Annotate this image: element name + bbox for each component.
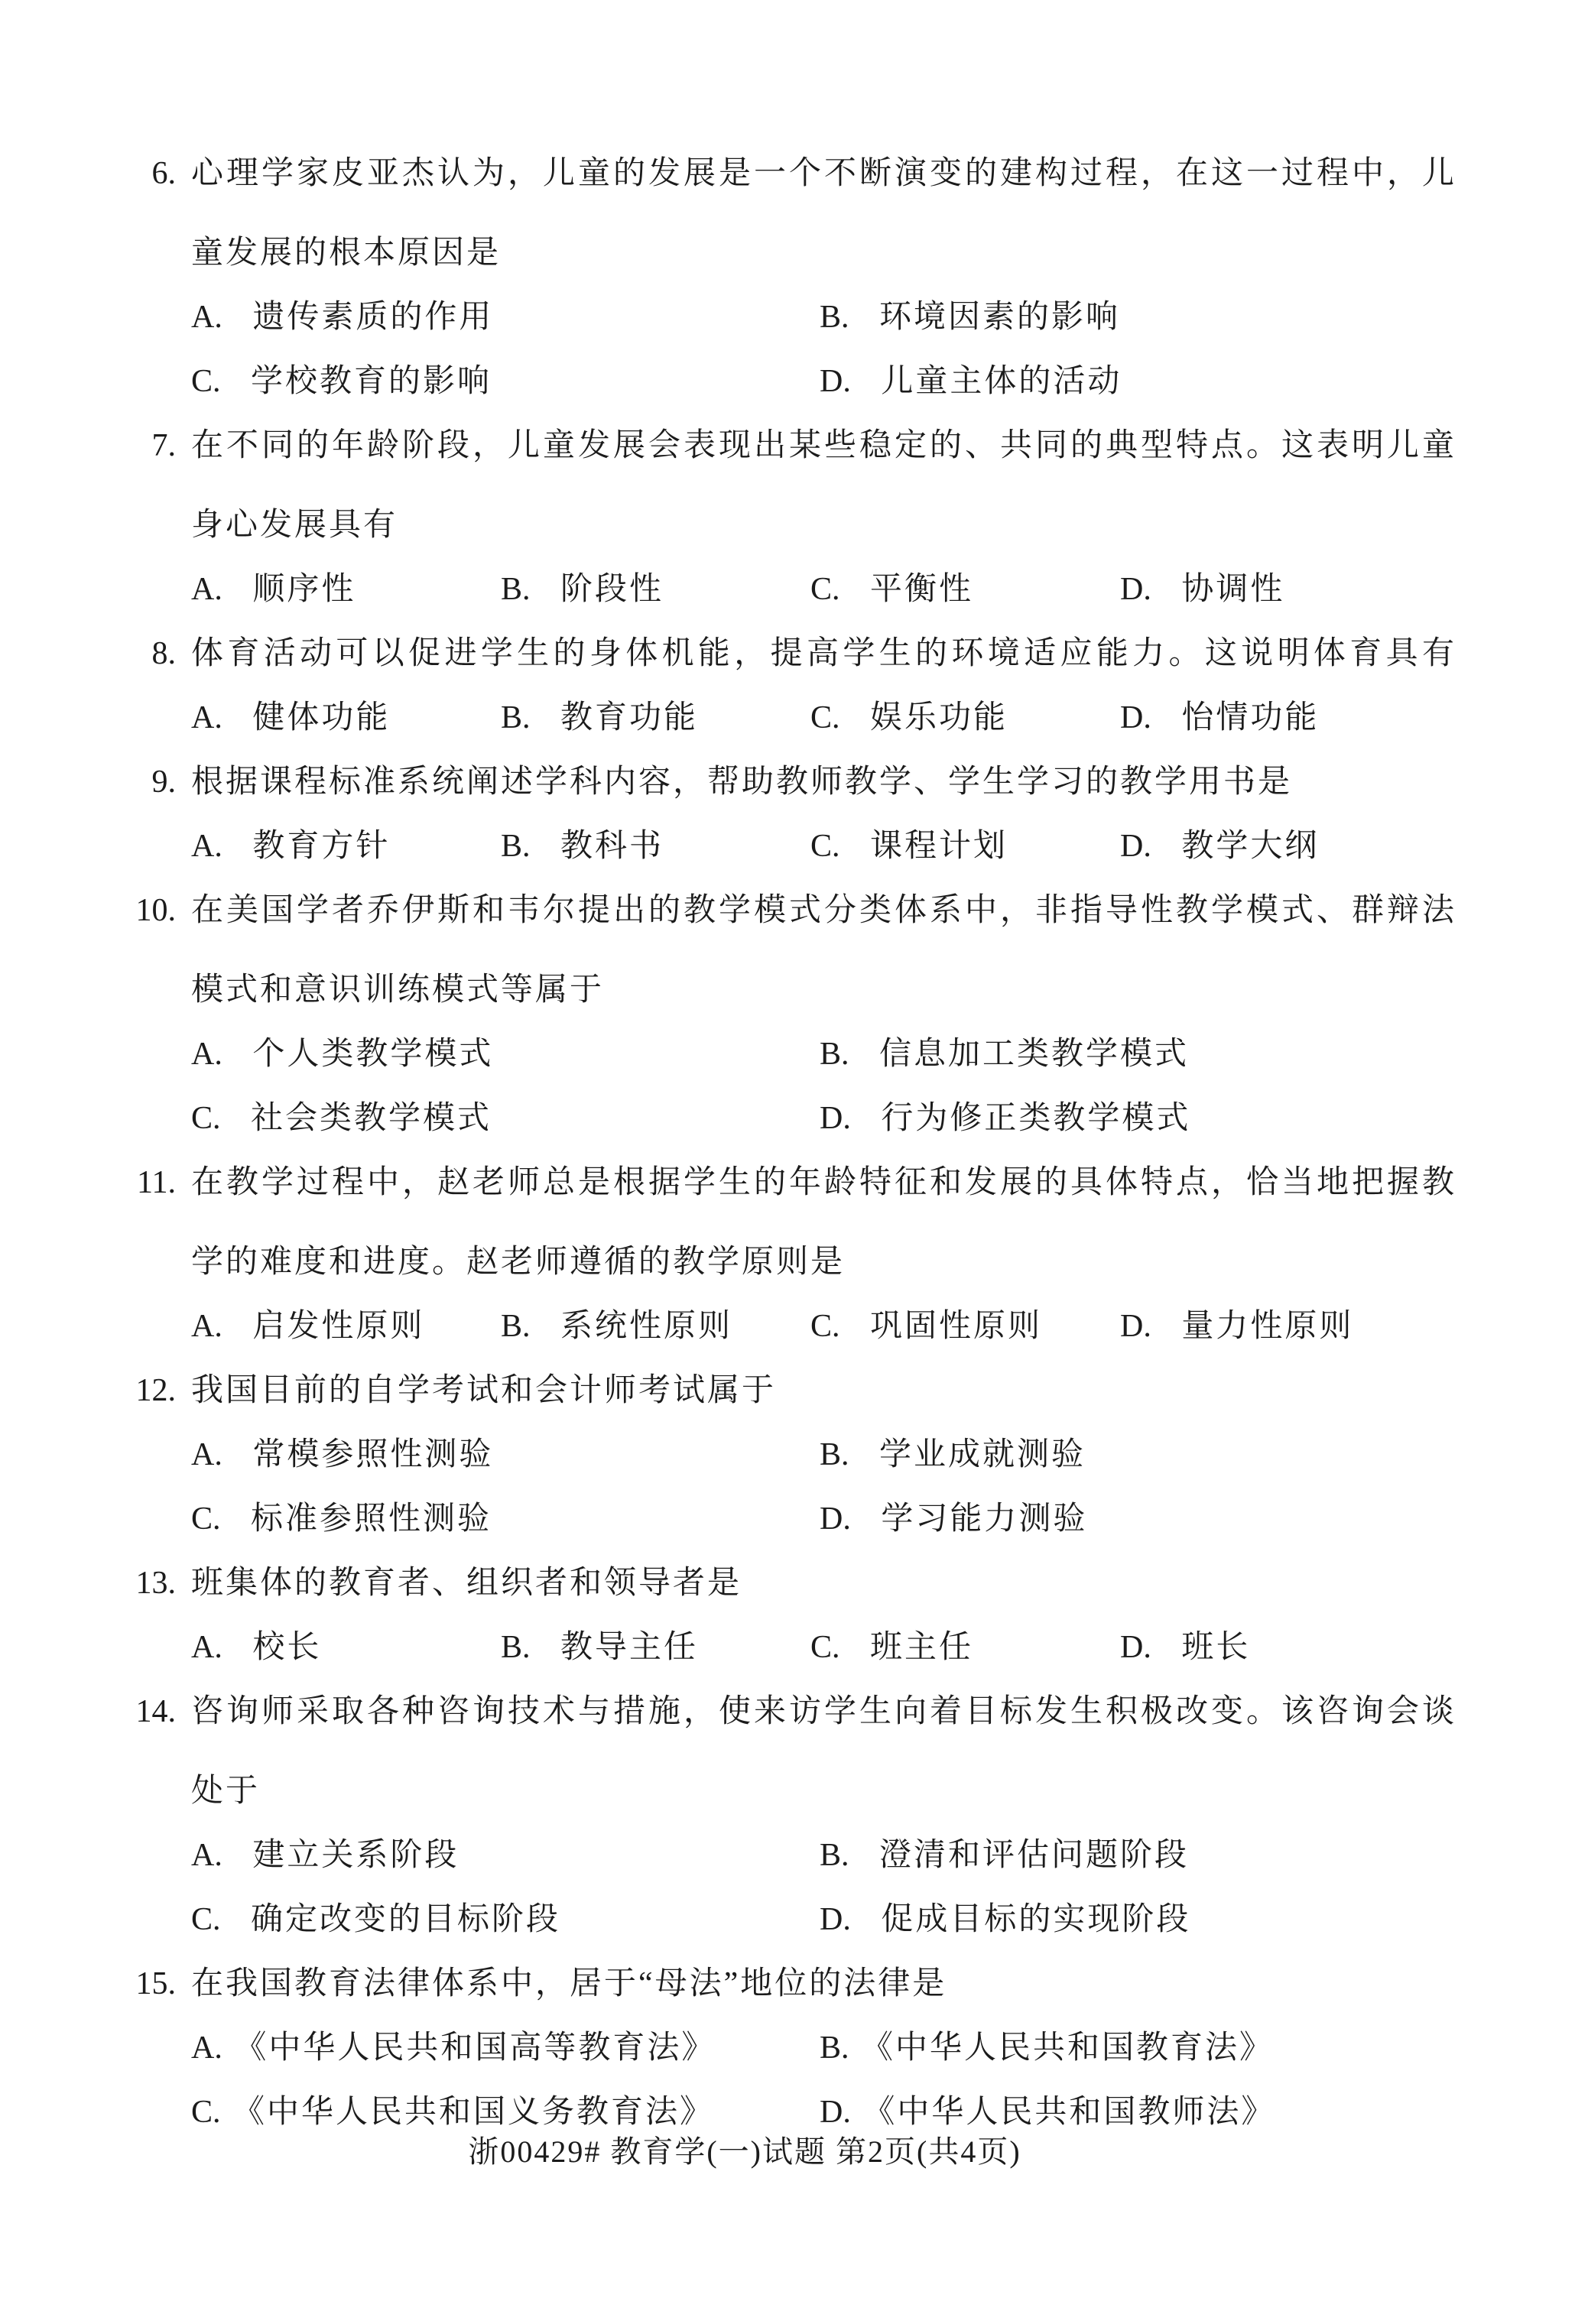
option-13-B [501, 1615, 810, 1680]
option-text: 教育方针 [252, 829, 391, 864]
question-13 [124, 1551, 1456, 1680]
question-11 [124, 1151, 1456, 1358]
option-text: 阶段性 [560, 572, 664, 607]
option-10-C [191, 1086, 820, 1151]
page-footer-text: 浙00429# 教育学(一)试题 第2页(共4页) [468, 2134, 1021, 2169]
option-label: A. [191, 572, 222, 607]
option-text: 确定改变的目标阶段 [251, 1902, 561, 1937]
question-number: 6. [151, 156, 176, 191]
option-group [191, 1294, 1456, 1358]
question-text-line: 模式和意识训练模式等属于 [191, 972, 605, 1008]
question-first-line [124, 1952, 1456, 2016]
option-text: 班主任 [870, 1630, 974, 1665]
option-label: B. [820, 1037, 849, 1072]
option-label: B. [501, 1309, 531, 1344]
question-first-line [124, 414, 1456, 478]
option-label: A. [191, 300, 222, 335]
option-6-A [191, 285, 820, 349]
option-12-A [191, 1423, 820, 1487]
option-12-B [820, 1423, 1456, 1487]
option-label: B. [820, 1838, 849, 1873]
option-label: A. [191, 1838, 222, 1873]
option-text: 环境因素的影响 [879, 300, 1121, 335]
option-text: 健体功能 [252, 700, 391, 735]
question-text: 班集体的教育者、组织者和领导者是 [191, 1566, 742, 1601]
option-label: A. [191, 1037, 222, 1072]
option-text: 怡情功能 [1181, 700, 1320, 735]
option-text: 教科书 [560, 829, 664, 864]
option-9-D [1120, 814, 1456, 878]
option-label: D. [820, 1101, 851, 1136]
option-11-D [1120, 1294, 1456, 1358]
question-number: 7. [151, 428, 176, 463]
option-label: A. [191, 1437, 222, 1472]
option-label: A. [191, 829, 222, 864]
option-group [191, 814, 1456, 878]
option-8-A [191, 686, 501, 750]
option-11-B [501, 1294, 810, 1358]
option-14-C [191, 1887, 820, 1952]
option-12-C [191, 1487, 820, 1551]
option-text: 课程计划 [870, 829, 1008, 864]
option-text: 协调性 [1181, 572, 1285, 607]
question-14 [124, 1680, 1456, 1952]
option-8-B [501, 686, 810, 750]
option-label: C. [810, 572, 840, 607]
question-10 [124, 878, 1456, 1151]
question-6 [124, 141, 1456, 414]
option-label: D. [820, 2095, 851, 2130]
option-text: 学校教育的影响 [251, 364, 492, 399]
option-label: A. [191, 1309, 222, 1344]
option-text: 平衡性 [870, 572, 974, 607]
option-label: C. [191, 1501, 221, 1537]
option-label: B. [820, 1437, 849, 1472]
question-first-line [124, 878, 1456, 943]
option-group [191, 1615, 1456, 1680]
question-number: 12. [135, 1373, 176, 1408]
option-label: D. [1120, 572, 1151, 607]
question-text: 我国目前的自学考试和会计师考试属于 [191, 1373, 777, 1408]
option-14-D [820, 1887, 1456, 1952]
option-9-B [501, 814, 810, 878]
option-text: 行为修正类教学模式 [881, 1101, 1191, 1136]
option-text: 教学大纲 [1181, 829, 1320, 864]
option-label: C. [810, 829, 840, 864]
option-label: A. [191, 2030, 222, 2066]
option-text: 系统性原则 [560, 1309, 733, 1344]
option-text: 启发性原则 [252, 1309, 425, 1344]
question-first-line [124, 1680, 1456, 1744]
question-number: 13. [135, 1566, 176, 1601]
option-6-B [820, 285, 1456, 349]
option-text: 《中华人民共和国教育法》 [861, 2030, 1275, 2066]
option-9-A [191, 814, 501, 878]
option-label: B. [820, 2030, 849, 2066]
option-label: B. [501, 700, 531, 735]
option-text: 班长 [1181, 1630, 1251, 1665]
option-text: 遗传素质的作用 [252, 300, 494, 335]
option-label: A. [191, 700, 222, 735]
option-label: C. [191, 1902, 221, 1937]
option-text: 个人类教学模式 [252, 1037, 494, 1072]
option-text: 建立关系阶段 [252, 1838, 460, 1873]
option-text: 教育功能 [560, 700, 699, 735]
question-15 [124, 1952, 1456, 2144]
option-7-B [501, 557, 810, 622]
question-number: 14. [135, 1694, 176, 1729]
option-label: B. [501, 572, 531, 607]
option-label: D. [1120, 1309, 1151, 1344]
question-number: 9. [151, 764, 176, 800]
question-text: 心理学家皮亚杰认为，儿童的发展是一个不断演变的建构过程，在这一过程中，儿 [191, 156, 1456, 191]
option-label: D. [820, 1902, 851, 1937]
question-text-line: 处于 [191, 1774, 261, 1809]
option-text: 《中华人民共和国高等教育法》 [234, 2030, 716, 2066]
question-text: 在教学过程中，赵老师总是根据学生的年龄特征和发展的具体特点，恰当地把握教 [191, 1165, 1456, 1200]
option-13-D [1120, 1615, 1456, 1680]
option-10-B [820, 1022, 1456, 1086]
question-first-line [124, 622, 1456, 686]
question-number: 15. [135, 1966, 176, 2001]
question-text-line: 身心发展具有 [191, 508, 398, 543]
option-label: D. [820, 364, 851, 399]
option-text: 信息加工类教学模式 [879, 1037, 1190, 1072]
question-text-line: 童发展的根本原因是 [191, 235, 502, 271]
option-label: C. [810, 1630, 840, 1665]
question-9 [124, 750, 1456, 878]
option-label: B. [501, 829, 531, 864]
option-text: 《中华人民共和国教师法》 [862, 2095, 1276, 2130]
question-text: 咨询师采取各种咨询技术与措施，使来访学生向着目标发生积极改变。该咨询会谈 [191, 1694, 1456, 1729]
option-label: C. [810, 700, 840, 735]
question-text: 在美国学者乔伊斯和韦尔提出的教学模式分类体系中，非指导性教学模式、群辩法 [191, 893, 1456, 928]
option-label: C. [191, 2095, 221, 2130]
option-text: 澄清和评估问题阶段 [879, 1838, 1190, 1873]
option-group [191, 1423, 1456, 1551]
option-12-D [820, 1487, 1456, 1551]
option-text: 学习能力测验 [881, 1501, 1088, 1537]
question-text: 在不同的年龄阶段，儿童发展会表现出某些稳定的、共同的典型特点。这表明儿童 [191, 428, 1456, 463]
option-14-A [191, 1823, 820, 1887]
question-text: 根据课程标准系统阐述学科内容，帮助教师教学、学生学习的教学用书是 [191, 764, 1293, 800]
option-text: 校长 [252, 1630, 322, 1665]
option-group [191, 686, 1456, 750]
option-6-C [191, 349, 820, 414]
option-group [191, 557, 1456, 622]
question-7 [124, 414, 1456, 622]
question-first-line [124, 1151, 1456, 1215]
option-8-C [810, 686, 1120, 750]
option-text: 常模参照性测验 [252, 1437, 494, 1472]
option-14-B [820, 1823, 1456, 1887]
option-label: D. [820, 1501, 851, 1537]
question-8 [124, 622, 1456, 750]
option-label: C. [810, 1309, 840, 1344]
question-first-line [124, 1358, 1456, 1423]
option-8-D [1120, 686, 1456, 750]
option-7-C [810, 557, 1120, 622]
question-first-line [124, 1551, 1456, 1615]
option-label: C. [191, 364, 221, 399]
question-12 [124, 1358, 1456, 1551]
option-13-C [810, 1615, 1120, 1680]
option-10-D [820, 1086, 1456, 1151]
option-text: 巩固性原则 [870, 1309, 1043, 1344]
option-label: C. [191, 1101, 221, 1136]
option-group [191, 1022, 1456, 1151]
option-7-A [191, 557, 501, 622]
question-first-line [124, 141, 1456, 206]
option-label: A. [191, 1630, 222, 1665]
option-text: 标准参照性测验 [251, 1501, 492, 1537]
option-15-A [191, 2016, 820, 2080]
option-text: 《中华人民共和国义务教育法》 [232, 2095, 715, 2130]
option-label: B. [820, 300, 849, 335]
option-13-A [191, 1615, 501, 1680]
option-text: 促成目标的实现阶段 [881, 1902, 1191, 1937]
option-text: 娱乐功能 [870, 700, 1008, 735]
option-group [191, 1823, 1456, 1952]
question-text: 在我国教育法律体系中，居于“母法”地位的法律是 [191, 1966, 947, 2001]
option-group [191, 285, 1456, 414]
option-9-C [810, 814, 1120, 878]
option-text: 量力性原则 [1181, 1309, 1354, 1344]
option-label: D. [1120, 1630, 1151, 1665]
question-first-line [124, 750, 1456, 814]
option-text: 顺序性 [252, 572, 356, 607]
option-text: 教导主任 [560, 1630, 699, 1665]
option-15-B [820, 2016, 1456, 2080]
option-label: D. [1120, 829, 1151, 864]
question-text-line: 学的难度和进度。赵老师遵循的教学原则是 [191, 1245, 846, 1280]
question-number: 10. [135, 893, 176, 928]
option-text: 儿童主体的活动 [881, 364, 1122, 399]
option-6-D [820, 349, 1456, 414]
option-label: D. [1120, 700, 1151, 735]
option-10-A [191, 1022, 820, 1086]
question-number: 8. [151, 636, 176, 671]
option-text: 学业成就测验 [879, 1437, 1086, 1472]
option-7-D [1120, 557, 1456, 622]
option-11-A [191, 1294, 501, 1358]
option-label: B. [501, 1630, 531, 1665]
option-11-C [810, 1294, 1120, 1358]
question-text: 体育活动可以促进学生的身体机能，提高学生的环境适应能力。这说明体育具有 [191, 636, 1456, 671]
option-text: 社会类教学模式 [251, 1101, 492, 1136]
question-number: 11. [137, 1165, 176, 1200]
